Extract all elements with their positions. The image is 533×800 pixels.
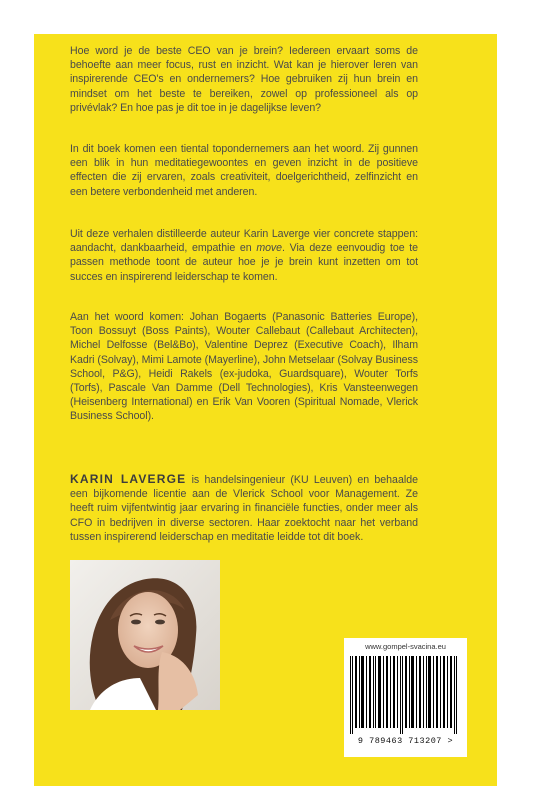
author-name: KARIN LAVERGE [70, 472, 187, 486]
second-paragraph: In dit boek komen een tiental topondernemers aan het woord. Zij gunnen een blik in hun meditatiegewoontes en geven inzicht in de positieve effecten die zij ervaren, zoals creativiteit, doelgerichtheid, zelfinzicht en een betere verbondenheid met anderen. [70, 143, 418, 198]
author-bio [70, 472, 418, 544]
method-paragraph [70, 227, 418, 284]
author-photo [70, 560, 220, 710]
barcode-panel [344, 638, 467, 757]
intro-paragraph: Hoe word je de beste CEO van je brein? Iedereen ervaart soms de behoefte aan meer focus, rust en inzicht. Wat kan je hierover leren van inspirerende CEO's en ondernemers? Hoe gebruiken zij hun brein en mindset om het beste te bereiken, zowel op professioneel als op privévlak? En hoe pas je dit toe in je dagelijkse leven? [70, 45, 418, 114]
publisher-url: www.gompel-svacina.eu [365, 642, 446, 651]
method-move: move [256, 242, 283, 255]
method-tail: . Via deze eenvoudig toe te passen methode toont de auteur hoe je je brein kunt inzetten om tot succes en inspirerend leiderschap te komen. [70, 242, 418, 283]
author-bio-text: is handelsingenieur (KU Leuven) en behaalde een bijkomende licentie aan de Vlerick School voor Management. Ze heeft ruim vijfentwintig jaar ervaring in financiële functies, onder meer als CFO in bedrijven in diverse sectoren. Haar zoektocht naar het verband tussen inspirerend leiderschap en meditatie leidde tot dit boek. [70, 474, 418, 543]
isbn-number: 9 789463 713207 > [357, 736, 454, 746]
isbn-barcode [348, 656, 460, 734]
method-lead: Uit deze verhalen distilleerde auteur Karin Laverge vier concrete stappen: aandacht, dankbaarheid, empathie en [70, 228, 418, 255]
speakers-paragraph: Aan het woord komen: Johan Bogaerts (Panasonic Batteries Europe), Toon Bossuyt (Boss Paints), Wouter Callebaut (Callebaut Architecten), Michel Delfosse (Bel&Bo), Valentine Deprez (Executive Coach), Ilham Kadri (Solvay), Mimi Lamote (Mayerline), John Metselaar (Solvay Business School, P&G), Heidi Rakels (ex-judoka, Guardsquare), Wouter Torfs (Torfs), Pascale Van Damme (Dell Technologies), Kris Vansteenwegen (Heisenberg International) en Erik Van Vooren (Spiritual Nomade, Vlerick Business School). [70, 311, 418, 423]
